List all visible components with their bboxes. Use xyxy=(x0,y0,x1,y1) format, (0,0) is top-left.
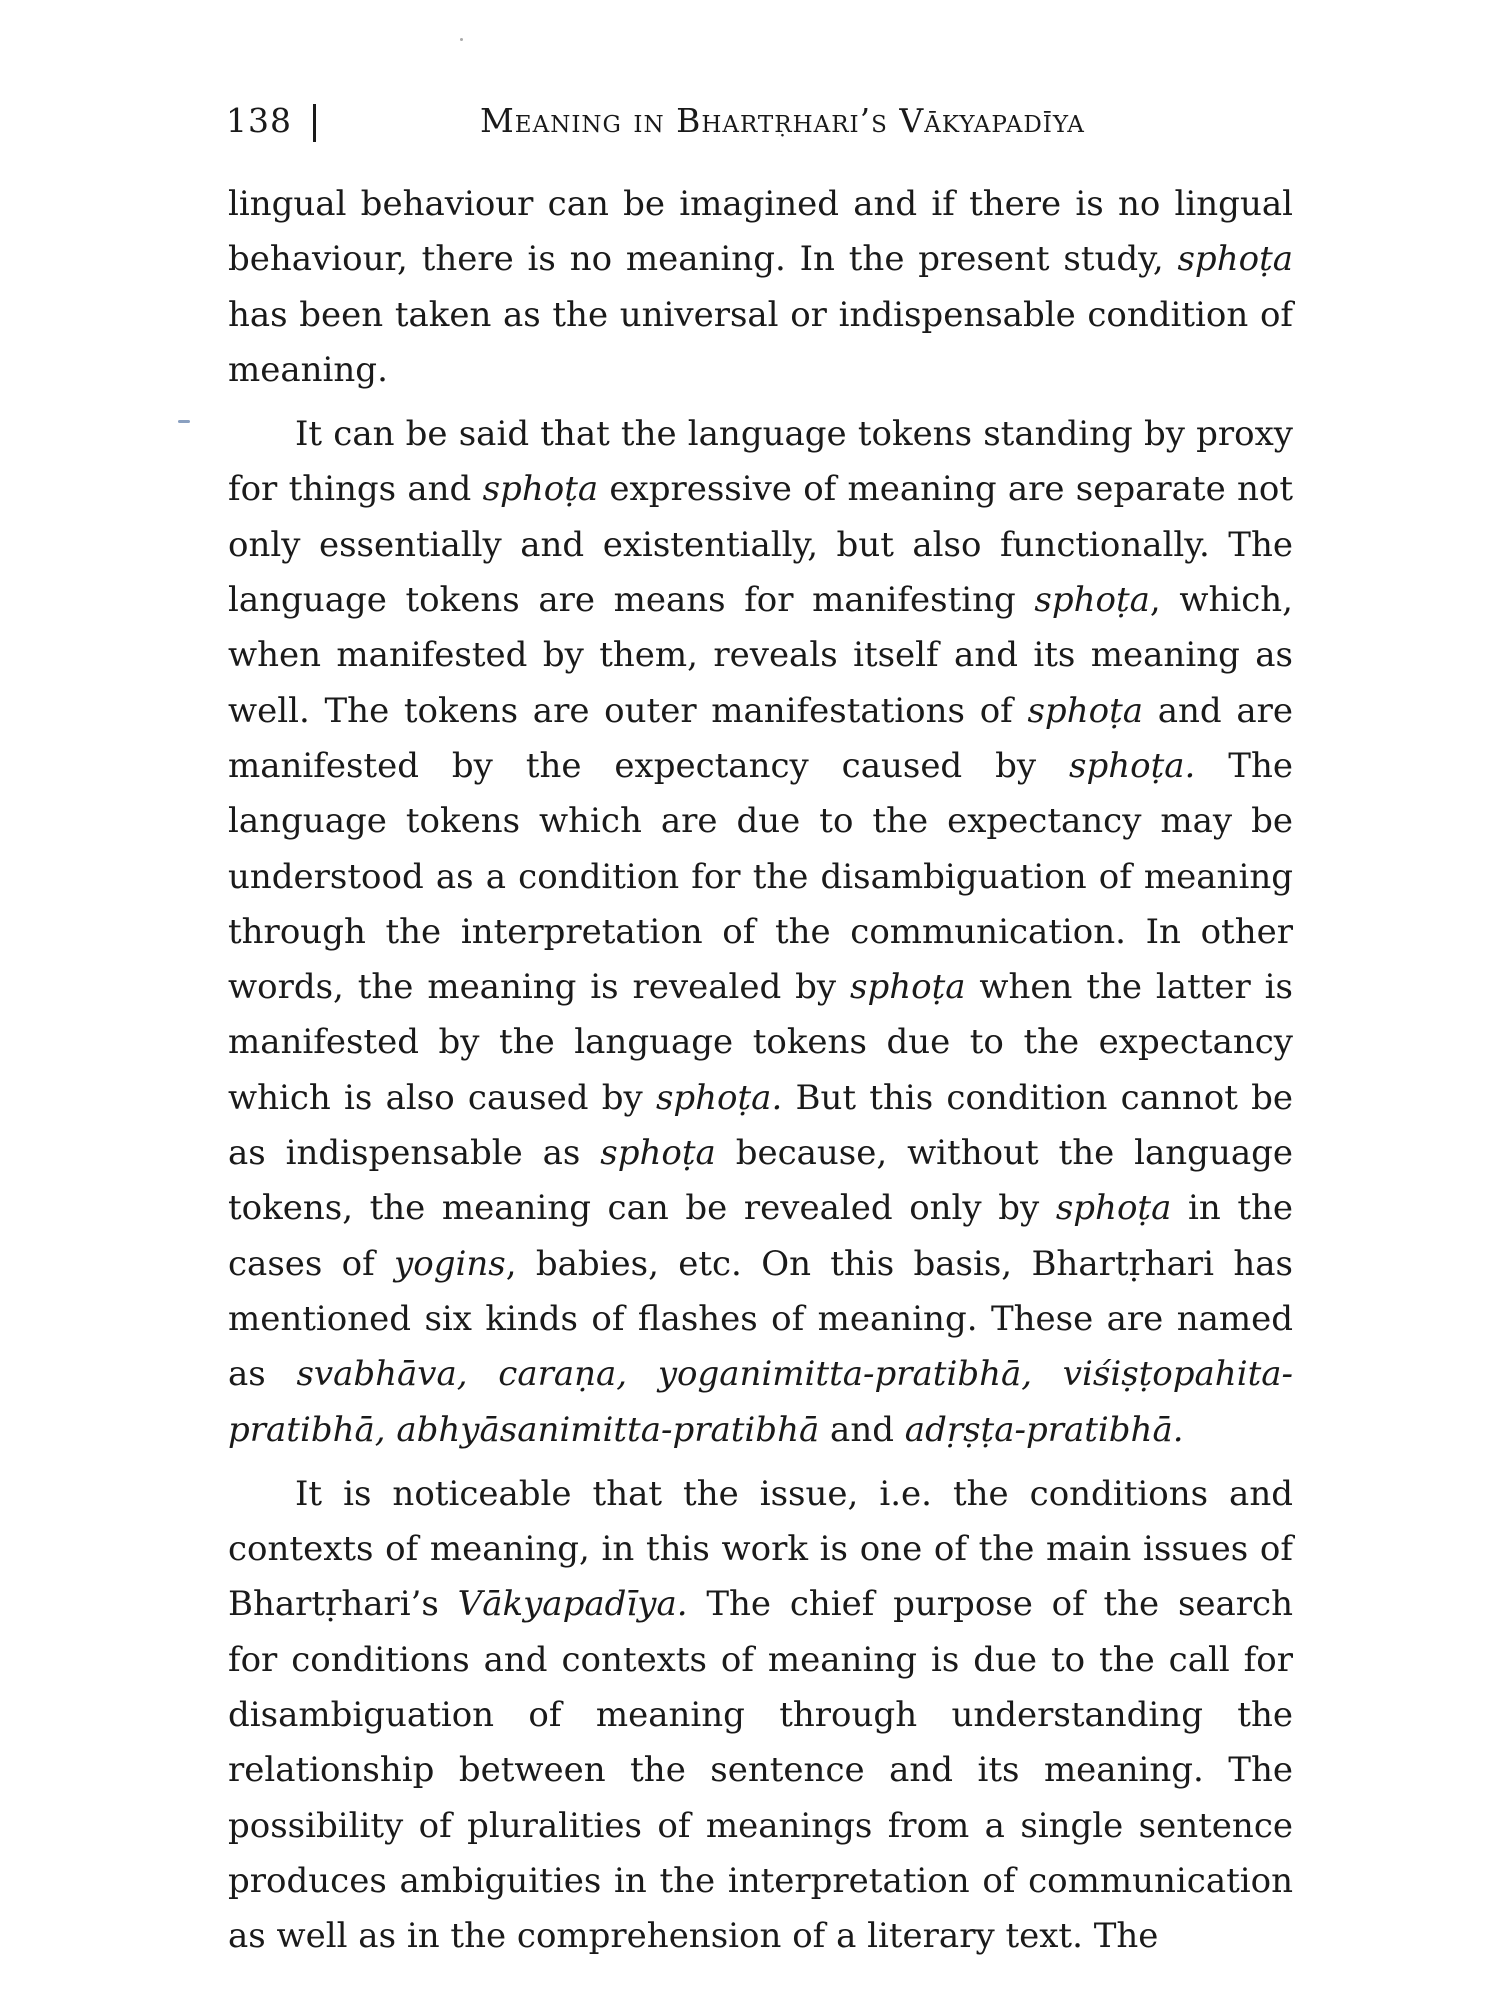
text-run: But this condition cannot be as indispensable as xyxy=(228,1077,1293,1174)
header-divider xyxy=(313,104,316,142)
paragraph xyxy=(228,177,1293,398)
text-run: in the cases of xyxy=(228,1188,1293,1284)
text-run: and xyxy=(819,1409,905,1450)
italic-term: yogins xyxy=(394,1243,506,1284)
text-run: has been taken as the universal or indispensable condition of meaning. xyxy=(228,294,1293,390)
text-run: , babies, etc. On this basis, Bhartṛhari has mentioned six kinds of flashes of meaning. These are named as xyxy=(228,1243,1293,1395)
italic-term: sphoṭa xyxy=(482,469,599,510)
text-run: The chief purpose of the search for conditions and contexts of meaning is due to the call for disambiguation of meaning through understanding the relationship between the sentence and its meaning. The possibility of pluralities of meanings from a single sentence produces ambiguities in the interpretation of communication as well as in the comprehension of a literary text. The xyxy=(228,1584,1293,1957)
italic-term: sphoṭa xyxy=(1034,580,1150,621)
text-run: It is noticeable that the issue, i.e. the conditions and contexts of meaning, in this work is one of the main issues of Bhartṛhari’s xyxy=(228,1473,1293,1625)
text-run: and are manifested by the expectancy caused by xyxy=(228,690,1293,786)
running-head xyxy=(226,98,1311,144)
italic-term: sphoṭa xyxy=(600,1133,716,1174)
text-run: because, without the language tokens, the meaning can be revealed only by xyxy=(228,1133,1294,1229)
running-title: Meaning in Bhartṛhari’s Vākyapadīya xyxy=(480,101,1085,140)
paragraph xyxy=(228,407,1293,1458)
text-run: expressive of meaning are separate not only essentially and existentially, but also functionally. The language tokens are means for manifesting xyxy=(228,469,1293,621)
italic-term: adṛṣṭa-pratibhā. xyxy=(904,1409,1184,1450)
italic-term: sphoṭa xyxy=(1027,690,1143,731)
body-text xyxy=(228,177,1293,1965)
text-run: lingual behaviour can be imagined and if there is no lingual behaviour, there is no meaning. In the present study, xyxy=(228,184,1293,280)
italic-term: sphoṭa xyxy=(1055,1188,1172,1229)
text-run: , which, when manifested by them, reveals itself and its meaning as well. The tokens are outer manifestations of xyxy=(228,580,1293,731)
scan-mark xyxy=(178,420,190,423)
italic-term: sphoṭa xyxy=(1177,239,1293,280)
text-run: when the latter is manifested by the language tokens due to the expectancy which is also caused by xyxy=(228,967,1293,1118)
text-run: The language tokens which are due to the expectancy may be understood as a condition for the disambiguation of meaning through the interpretation of the communication. In other words, the meaning is revealed by xyxy=(228,745,1293,1008)
italic-term: sphoṭa. xyxy=(1069,745,1196,786)
scan-speck xyxy=(460,38,463,41)
text-run: It can be said that the language tokens standing by proxy for things and xyxy=(228,414,1293,510)
paragraph xyxy=(228,1467,1293,1965)
italic-term: Vākyapadīya. xyxy=(457,1584,688,1625)
italic-term: svabhāva, caraṇa, yoganimitta-pratibhā, viśiṣṭopahita-pratibhā, abhyāsanimitta-pratibhā xyxy=(228,1354,1293,1450)
italic-term: sphoṭa. xyxy=(655,1077,783,1118)
page-number: 138 xyxy=(226,101,292,140)
italic-term: sphoṭa xyxy=(850,967,966,1008)
